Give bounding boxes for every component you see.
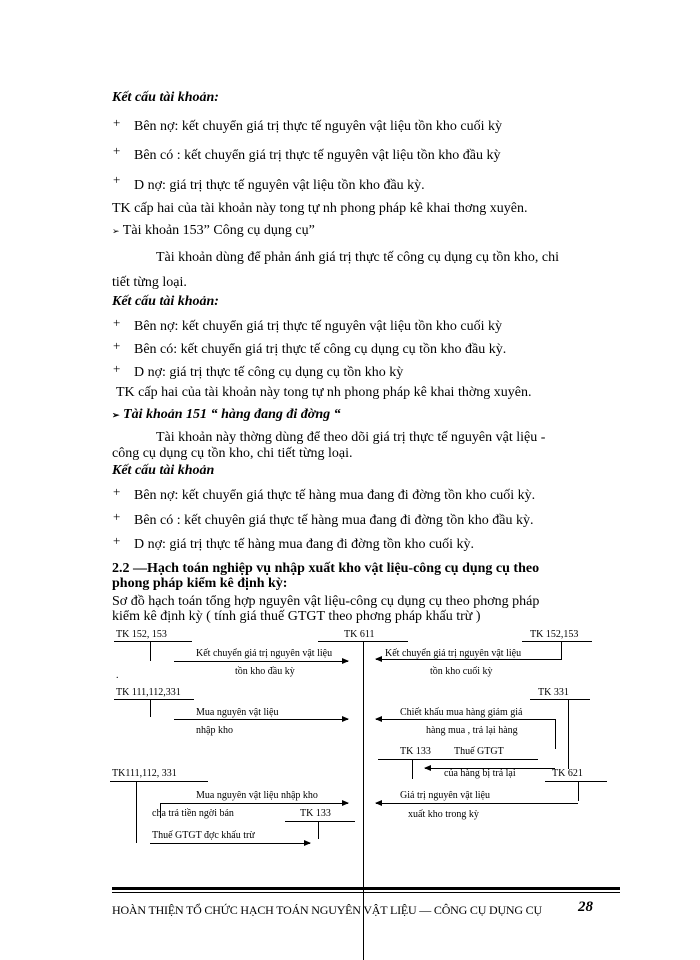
section3-desc1: Tài khoản này thờng dùng để theo dõi giá trị thực tế nguyên vật liệu - bbox=[156, 430, 546, 445]
gt-xuat-arrow bbox=[376, 803, 578, 804]
tk133-a-line bbox=[378, 759, 538, 760]
footer-text: HOÀN THIỆN TỔ CHỨC HẠCH TOÁN NGUYÊN VẬT LIỆU — CÔNG CỤ DỤNG CỤ bbox=[112, 903, 542, 917]
plus-icon: + bbox=[113, 361, 121, 376]
plus-icon: + bbox=[113, 533, 121, 548]
tk152-left-line bbox=[114, 641, 192, 642]
section4-sub2: kiểm kê định kỳ ( tính giá thuế GTGT theo phơng pháp khấu trừ ) bbox=[112, 609, 481, 624]
plus-icon: + bbox=[113, 172, 121, 187]
section3-item1: Bên nợ: kết chuyển giá thực tế hàng mua đang đi đờng tồn kho cuối kỳ. bbox=[134, 488, 536, 503]
tk111-a-tick bbox=[150, 699, 151, 717]
tk331-tick bbox=[568, 699, 569, 769]
section1-item1: Bên nợ: kết chuyển giá trị thực tế nguyên vật liệu tồn kho cuối kỳ bbox=[134, 119, 503, 134]
tk111-a-line bbox=[114, 699, 194, 700]
section2-desc1: Tài khoản dùng để phản ánh giá trị thực tế công cụ dụng cụ tồn kho, chi bbox=[156, 250, 559, 265]
section2-desc2: tiết từng loại. bbox=[112, 275, 187, 290]
hang-bi-tra-text: của hàng bị trả lại bbox=[444, 768, 516, 779]
section1-heading: Kết cấu tài khoản: bbox=[112, 90, 219, 105]
tk133-a-label: TK 133 bbox=[400, 746, 431, 757]
tk133-a-tick bbox=[412, 759, 413, 779]
tk611-label: TK 611 bbox=[344, 629, 375, 640]
kc-cuoi-text1: Kết chuyển giá trị nguyên vật liệu bbox=[385, 648, 522, 659]
arrow-icon: ➢ bbox=[112, 226, 120, 236]
kc-cuoi-text2: tồn kho cuối kỳ bbox=[430, 666, 493, 677]
tk152-right-label: TK 152,153 bbox=[530, 629, 579, 640]
tk111-b-label: TK111,112, 331 bbox=[112, 768, 177, 779]
mua-nk-text1: Mua nguyên vật liệu nhập kho bbox=[196, 790, 318, 801]
gt-xuat-text1: Giá trị nguyên vật liệu bbox=[400, 790, 490, 801]
section1-item2: Bên có : kết chuyển giá trị thực tế nguyên vật liệu tồn kho đầu kỳ bbox=[134, 148, 501, 163]
ck-text1: Chiết khấu mua hàng giảm giá bbox=[400, 707, 523, 718]
ck-connector bbox=[555, 719, 556, 749]
footer-rule-thin bbox=[112, 892, 620, 893]
gt-xuat-text2: xuất kho trong kỳ bbox=[408, 809, 479, 820]
section2-note: TK cấp hai của tài khoản này tong tự nh phong pháp kê khai thờng xuyên. bbox=[116, 385, 532, 400]
mua-nk-text2: cha trả tiền ngời bán bbox=[152, 808, 234, 819]
section3-heading: Kết cấu tài khoản bbox=[112, 463, 215, 478]
tk152-right-line bbox=[522, 641, 592, 642]
tk621-line bbox=[545, 781, 607, 782]
plus-icon: + bbox=[113, 315, 121, 330]
page-number: 28 bbox=[578, 899, 593, 915]
plus-icon: + bbox=[113, 338, 121, 353]
tk111-b-line bbox=[110, 781, 208, 782]
kc-cuoi-arrow bbox=[376, 659, 562, 660]
section2-title: ➢ Tài khoản 153” Công cụ dụng cụ” bbox=[112, 223, 315, 238]
section4-heading2: phong pháp kiểm kê định kỳ: bbox=[112, 576, 288, 591]
mua-text2: nhập kho bbox=[196, 725, 233, 736]
tk111-b-tick bbox=[136, 781, 137, 843]
ck-arrow bbox=[376, 719, 556, 720]
arrow-icon: ➢ bbox=[112, 410, 120, 420]
thue-dkt-arrow bbox=[150, 843, 310, 844]
section2-item2: Bên có: kết chuyển giá trị thực tế công cụ dụng cụ tồn kho đầu kỳ. bbox=[134, 342, 507, 357]
section2-item3: D nợ: giá trị thực tế công cụ dụng cụ tồn kho kỳ bbox=[134, 365, 404, 380]
section1-note: TK cấp hai của tài khoản này tong tự nh phong pháp kê khai thơng xuyên. bbox=[112, 201, 528, 216]
kc-dau-arrow bbox=[174, 661, 348, 662]
section1-item3: D nợ: giá trị thực tế nguyên vật liệu tồn kho đầu kỳ. bbox=[134, 178, 425, 193]
mua-text1: Mua nguyên vật liệu bbox=[196, 707, 279, 718]
tk133-b-line bbox=[285, 821, 355, 822]
tk621-label: TK 621 bbox=[552, 768, 583, 779]
tk152-right-tick bbox=[561, 641, 562, 659]
plus-icon: + bbox=[113, 115, 121, 130]
plus-icon: + bbox=[113, 484, 121, 499]
tk152-left-label: TK 152, 153 bbox=[116, 629, 167, 640]
thue-gtgt-text: Thuế GTGT bbox=[454, 746, 504, 757]
tk133-b-tick bbox=[318, 821, 319, 839]
kc-dau-text2: tồn kho đầu kỳ bbox=[235, 666, 295, 677]
plus-icon: + bbox=[113, 509, 121, 524]
section3-item2: Bên có : kết chuyên giá thực tế hàng mua đang đi đờng tồn kho đầu kỳ. bbox=[134, 513, 534, 528]
section2-item1: Bên nợ: kết chuyển giá trị thực tế nguyên vật liệu tồn kho cuối kỳ bbox=[134, 319, 503, 334]
thue-dkt-text: Thuế GTGT đợc khấu trừ bbox=[152, 830, 255, 841]
section3-title: ➢ Tài khoản 151 “ hàng đang đi đờng “ bbox=[112, 407, 341, 422]
tk331-line bbox=[530, 699, 590, 700]
mua-arrow bbox=[174, 719, 348, 720]
kc-dau-text1: Kết chuyển giá trị nguyên vật liệu bbox=[196, 648, 333, 659]
footer-rule-thick bbox=[112, 887, 620, 890]
tk331-label: TK 331 bbox=[538, 687, 569, 698]
section3-item3: D nợ: giá trị thực tế hàng mua đang đi đờng tồn kho cuối kỳ. bbox=[134, 537, 475, 552]
plus-icon: + bbox=[113, 143, 121, 158]
section2-heading: Kết cấu tài khoản: bbox=[112, 294, 219, 309]
tk133-b-label: TK 133 bbox=[300, 808, 331, 819]
tk111-a-label: TK 111,112,331 bbox=[116, 687, 181, 698]
mua-nk-arrow bbox=[160, 803, 348, 804]
tk621-tick bbox=[578, 781, 579, 801]
ck-text2: hàng mua , trả lại hàng bbox=[426, 725, 518, 736]
section4-heading1: 2.2 —Hạch toán nghiệp vụ nhập xuất kho vật liệu-công cụ dụng cụ theo bbox=[112, 561, 540, 576]
section3-desc2: công cụ dụng cụ tồn kho, chi tiết từng loại. bbox=[112, 446, 353, 461]
tk152-left-tick bbox=[150, 641, 151, 661]
section4-sub1: Sơ đồ hạch toán tổng hợp nguyên vật liệu-công cụ dụng cụ theo phơng pháp bbox=[112, 594, 540, 609]
